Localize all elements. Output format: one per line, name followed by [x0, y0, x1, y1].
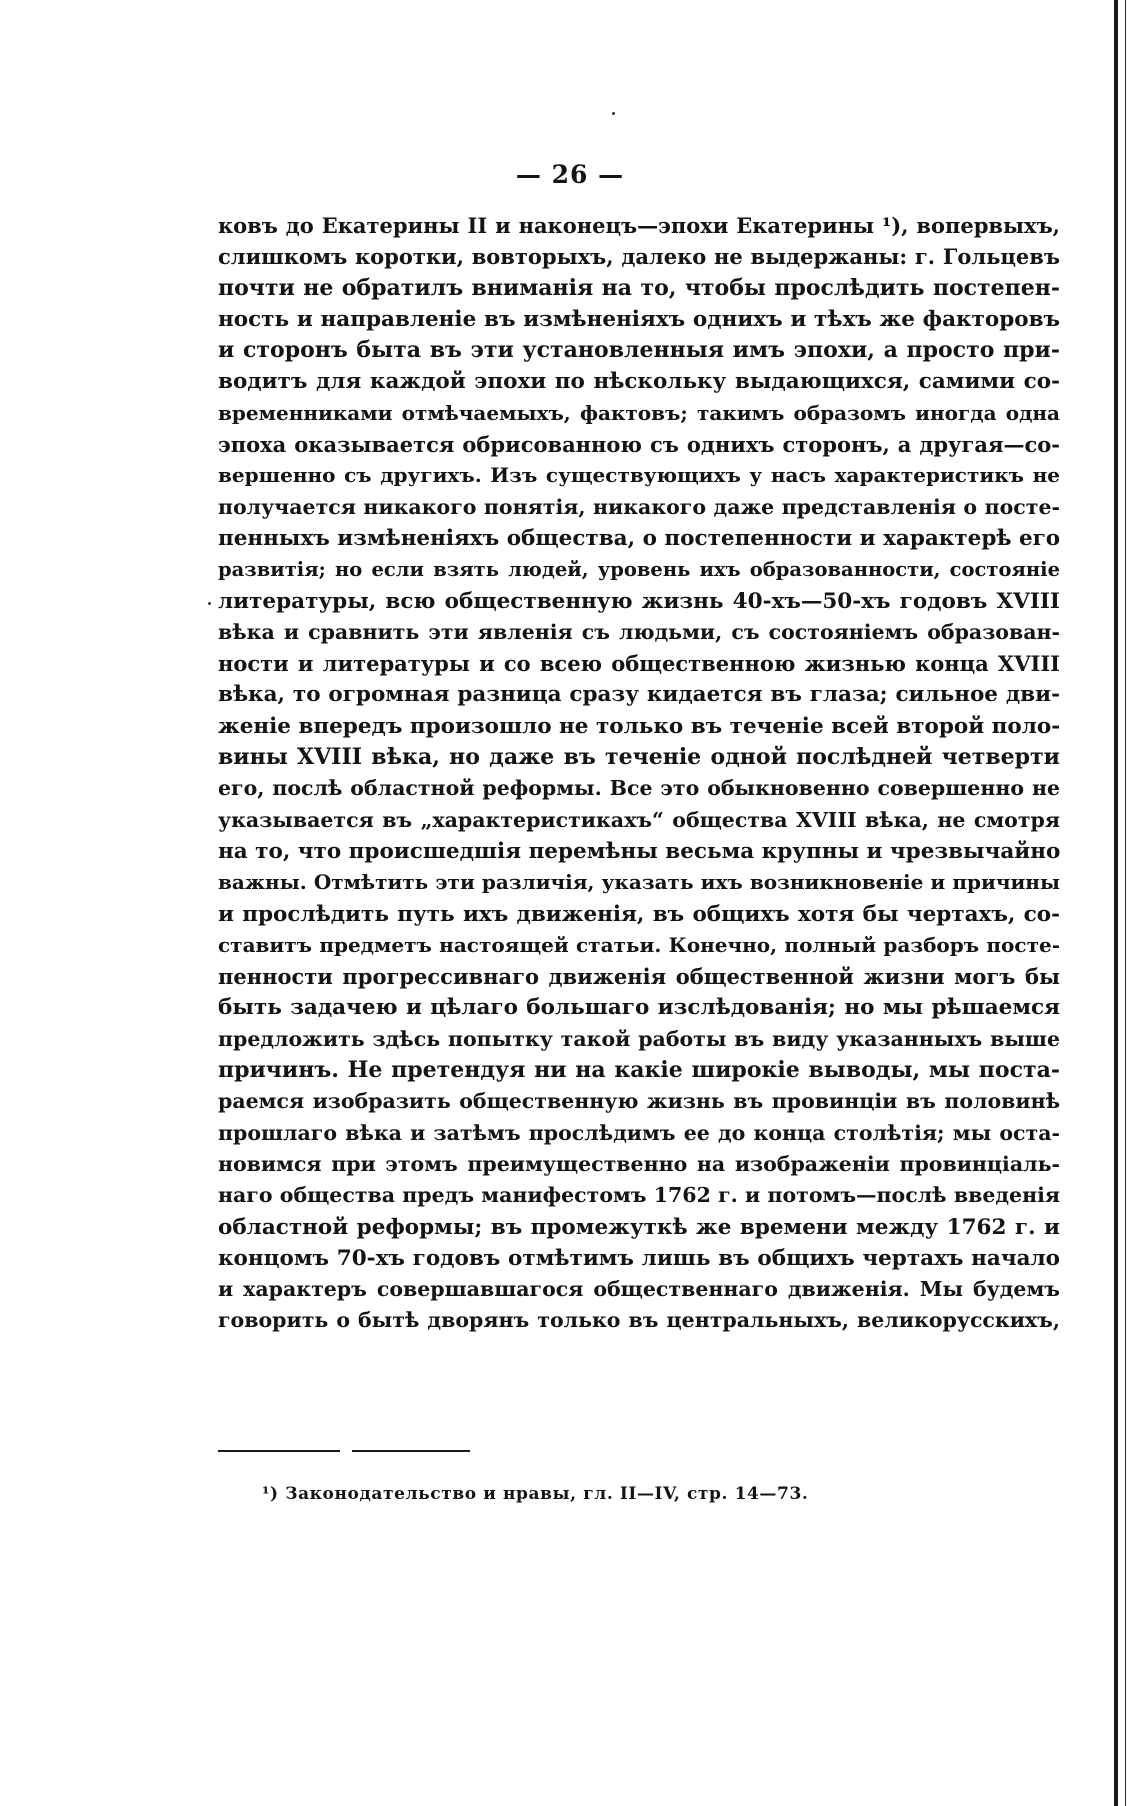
text-line: пенныхъ измѣненіяхъ общества, о постепенности и характерѣ его	[218, 525, 1060, 551]
page-number: — 26 —	[515, 160, 625, 189]
text-line: указывается въ „характеристикахъ“ общества XVIII вѣка, не смотря	[218, 807, 1060, 832]
text-line: вины XVIII вѣка, но даже въ теченіе одной послѣдней четверти	[218, 744, 1060, 771]
text-line: ность и направленіе въ измѣненіяхъ однихъ и тѣхъ же факторовъ	[218, 306, 1060, 332]
text-line: и характеръ совершавшагося общественнаго движенія. Мы будемъ	[218, 1277, 1060, 1302]
footnote: ¹) Законодательство и нравы, гл. II—IV, стр. 14—73.	[262, 1484, 809, 1504]
footnote-separator-left	[218, 1450, 340, 1452]
text-line: и сторонъ быта въ эти установленныя имъ эпохи, а просто при-	[218, 337, 1060, 364]
text-line: его, послѣ областной реформы. Все это обыкновенно совершенно не	[218, 776, 1060, 801]
text-line: причинъ. Не претендуя ни на какіе широкіе выводы, мы поста-	[218, 1057, 1060, 1084]
text-line: и прослѣдить путь ихъ движенія, въ общихъ хотя бы чертахъ, со-	[218, 901, 1060, 927]
text-line: пенности прогрессивнаго движенія общественной жизни могъ бы	[218, 964, 1060, 990]
text-line: новимся при этомъ преимущественно на изображеніи провинціаль-	[218, 1151, 1060, 1176]
text-line: быть задачею и цѣлаго большаго изслѣдованія; но мы рѣшаемся	[218, 995, 1060, 1021]
text-line: слишкомъ коротки, вовторыхъ, далеко не выдержаны: г. Гольцевъ	[218, 244, 1060, 270]
text-line: вершенно съ другихъ. Изъ существующихъ у насъ характеристикъ не	[218, 463, 1060, 488]
text-line: важны. Отмѣтить эти различія, указать ихъ возникновеніе и причины	[218, 870, 1060, 895]
text-line: прошлаго вѣка и затѣмъ прослѣдимъ ее до конца столѣтія; мы оста-	[218, 1120, 1060, 1145]
text-line: вѣка и сравнить эти явленія съ людьми, съ состояніемъ образован-	[218, 619, 1060, 644]
text-line: ставитъ предметъ настоящей статьи. Конечно, полный разборъ посте-	[218, 932, 1060, 957]
text-line: ности и литературы и со всею общественною жизнью конца XVIII	[218, 651, 1060, 677]
text-line: эпоха оказывается обрисованною съ однихъ сторонъ, а другая—со-	[218, 432, 1060, 458]
text-line: раемся изобразить общественную жизнь въ провинціи въ половинѣ	[218, 1089, 1060, 1114]
text-line: вѣка, то огромная разница сразу кидается въ глаза; сильное дви-	[218, 682, 1060, 708]
text-line: женіе впередъ произошло не только въ теченіе всей второй поло-	[218, 713, 1060, 739]
text-line: говорить о бытѣ дворянъ только въ центральныхъ, великорусскихъ,	[218, 1308, 1060, 1333]
text-line: областной реформы; въ промежуткѣ же времени между 1762 г. и	[218, 1214, 1060, 1240]
text-line: развитія; но если взять людей, уровень ихъ образованности, состояніе	[218, 558, 1060, 582]
page-edge-binding-line	[1114, 0, 1118, 1806]
footnote-separator-right	[352, 1450, 470, 1452]
scan-speck	[612, 112, 615, 115]
text-line: получается никакого понятія, никакого даже представленія о посте-	[218, 494, 1060, 519]
text-line: почти не обратилъ вниманія на то, чтобы прослѣдить постепен-	[218, 274, 1060, 301]
text-line: концомъ 70-хъ годовъ отмѣтимъ лишь въ общихъ чертахъ начало	[218, 1245, 1060, 1271]
text-line: предложить здѣсь попытку такой работы въ виду указанныхъ выше	[218, 1026, 1060, 1051]
text-line: водитъ для каждой эпохи по нѣскольку выдающихся, самими со-	[218, 369, 1060, 395]
scan-speck	[208, 602, 211, 605]
text-line: временниками отмѣчаемыхъ, фактовъ; такимъ образомъ иногда одна	[218, 400, 1060, 425]
main-text-block	[218, 210, 1060, 1337]
text-line: на то, что происшедшія перемѣны весьма крупны и чрезвычайно	[218, 838, 1060, 864]
page-edge-thin-line	[1125, 0, 1126, 1806]
text-line: наго общества предъ манифестомъ 1762 г. и потомъ—послѣ введенія	[218, 1183, 1060, 1208]
text-line: ковъ до Екатерины II и наконецъ—эпохи Екатерины ¹), вопервыхъ,	[218, 213, 1060, 238]
text-line: литературы, всю общественную жизнь 40-хъ—50-хъ годовъ XVIII	[218, 588, 1060, 614]
